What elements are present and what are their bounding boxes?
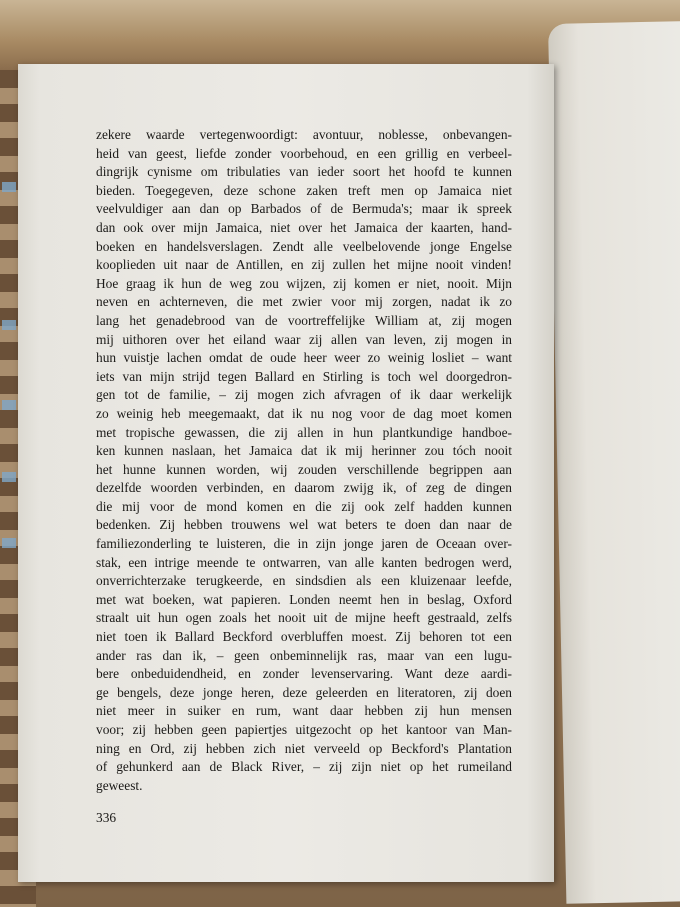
text-line: ken kunnen naslaan, het Jamaica dat ik mij herinner zou tóch nooit [96,443,512,459]
text-line: iets van mijn strijd tegen Ballard en Stirling is toch wel doorgedron- [96,368,512,384]
window-glint [2,320,16,330]
window-glint [2,182,16,192]
window-glint [2,538,16,548]
text-line: niet toen ik Ballard Beckford overbluffen moest. Zij behoren tot een [96,629,512,645]
text-line: kooplieden uit naar de Antillen, en zij zullen het mijne nooit vinden! [96,257,512,273]
text-line: veelvuldiger aan dan op Barbados of de Bermuda's; maar ik spreek [96,201,512,217]
text-line: bedenken. Zij hebben trouwens wel wat beters te doen dan naar de [96,517,512,533]
text-line: hun vuistje lachen omdat de oude heer weer zo weinig losliet – want [96,350,512,366]
text-line: bieden. Toegegeven, deze schone zaken treft men op Jamaica niet [96,182,512,198]
text-line: lang het genadebrood van de voortreffelijke William at, zij mogen [96,312,512,328]
text-line: straalt uit hun ogen zoals het nooit uit de mijne heeft gestraald, zelfs [96,610,512,626]
text-line: onverrichterzake terugkeerde, en sindsdien als een kluizenaar leefde, [96,573,512,589]
text-line: mij uithoren over het eiland waar zij allen van leven, zij mogen in [96,331,512,347]
text-line: bere onbeduidendheid, en zonder levenservaring. Want deze aardi- [96,666,512,682]
text-line: familiezonderling te luisteren, die in zijn jonge jaren de Oceaan over- [96,536,512,552]
text-line: het hunne kunnen worden, wij zouden verschillende begrippen aan [96,461,512,477]
text-line: zo weinig heb meegemaakt, dat ik nu nog voor de dag moet komen [96,405,512,421]
text-line: stak, een intrige meende te ontwarren, van alle kanten bedrogen werd, [96,554,512,570]
text-line: ge bengels, deze jonge heren, deze geleerden en literatoren, zij doen [96,684,512,700]
text-line: dingrijk cynisme om tribulaties van ieder soort het hoofd te kunnen [96,164,512,180]
text-line: Hoe graag ik hun de weg zou wijzen, zij komen er niet, nooit. Mijn [96,275,512,291]
text-line: met tropische gewassen, die zij allen in hun plantkundige handboe- [96,424,512,440]
text-line: neven en achterneven, die met zwier voor mij zorgen, nadat ik zo [96,294,512,310]
text-line: met wat boeken, wat papieren. Londen neemt hen in beslag, Oxford [96,591,512,607]
window-glint [2,400,16,410]
text-line: heid van geest, liefde zonder voorbehoud, en een grillig en verbeel- [96,145,512,161]
window-glint [2,472,16,482]
page-number: 336 [96,810,117,825]
text-line: niet meer in suiker en rum, want daar hebben zij hun mensen [96,703,512,719]
text-line: zekere waarde vertegenwoordigt: avontuur, noblesse, onbevangen- [96,127,512,142]
text-line: of gehunkerd aan de Black River, – zij zijn niet op het rumeiland [96,759,512,775]
text-line: dan ook over mijn Jamaica, niet over het Jamaica der kaarten, hand- [96,219,512,235]
text-line: ning en Ord, zij hebben zich niet verveeld op Beckford's Plantation [96,740,512,756]
text-line: gen tot de familie, – zij mogen zich afvragen of ik daar werkelijk [96,387,512,403]
facing-page [548,21,680,904]
text-line: voor; zij hebben geen papiertjes uitgezocht op het kantoor van Man- [96,722,512,737]
text-line: die mij voor de mond komen en die zij ook zelf hadden kunnen [96,498,512,514]
page-text [96,126,512,795]
text-line: boeken en handelsverslagen. Zendt alle veelbelovende jonge Engelse [96,238,512,254]
text-line: ander ras dan ik, – geen onbeminnelijk ras, maar van een lugu- [96,647,512,663]
text-line: dezelfde woorden verbinden, en daarom zwijg ik, of zeg de dingen [96,480,512,496]
text-line: geweest. [96,777,143,793]
